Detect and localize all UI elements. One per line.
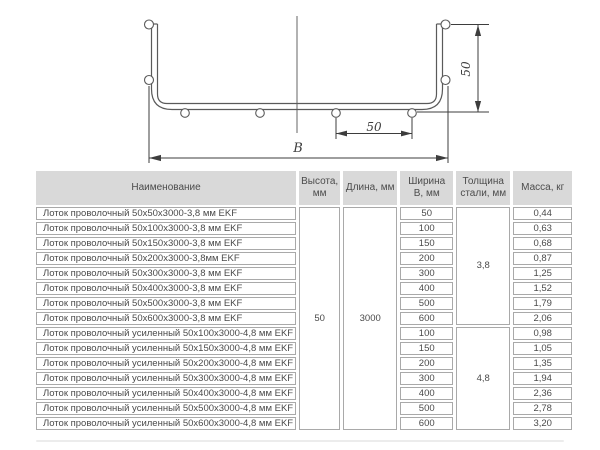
cell-height: 50	[299, 207, 340, 430]
cell-product-name: Лоток проволочный 50x50x3000-3,8 мм EKF	[36, 207, 296, 220]
cell-product-name: Лоток проволочный усиленный 50x100x3000-4,8 мм EKF	[36, 327, 296, 340]
cell-mass: 1,35	[513, 357, 572, 370]
cell-width: 300	[400, 267, 453, 280]
wire-circle	[441, 20, 450, 29]
cell-mass: 0,98	[513, 327, 572, 340]
cell-width: 600	[400, 417, 453, 430]
cell-mass: 2,36	[513, 387, 572, 400]
wire-circle	[145, 76, 154, 85]
cell-length: 3000	[343, 207, 397, 430]
cell-mass: 0,68	[513, 237, 572, 250]
header-length: Длина, мм	[343, 171, 397, 205]
cell-thickness: 4,8	[456, 327, 510, 430]
dim-wire-spacing-label: 50	[366, 120, 382, 134]
cell-width: 150	[400, 237, 453, 250]
wire-circle	[181, 109, 190, 118]
cell-width: 150	[400, 342, 453, 355]
cell-width: 500	[400, 297, 453, 310]
cell-width: 500	[400, 402, 453, 415]
dimension-overall-width	[149, 86, 448, 163]
cell-mass: 0,63	[513, 222, 572, 235]
technical-drawing	[0, 0, 600, 170]
cell-product-name: Лоток проволочный усиленный 50x500x3000-4,8 мм EKF	[36, 402, 296, 415]
spec-table	[33, 169, 575, 432]
wire-circle	[332, 109, 341, 118]
cell-product-name: Лоток проволочный 50x200x3000-3,8мм EKF	[36, 252, 296, 265]
header-mass: Масса, кг	[513, 171, 572, 205]
header-width: Ширина В, мм	[400, 171, 453, 205]
cell-product-name: Лоток проволочный усиленный 50x400x3000-4,8 мм EKF	[36, 387, 296, 400]
cell-mass: 0,44	[513, 207, 572, 220]
cell-width: 300	[400, 372, 453, 385]
wire-circle	[408, 109, 417, 118]
cell-product-name: Лоток проволочный 50x100x3000-3,8 мм EKF	[36, 222, 296, 235]
cell-width: 100	[400, 327, 453, 340]
cell-mass: 1,25	[513, 267, 572, 280]
cell-product-name: Лоток проволочный усиленный 50x200x3000-4,8 мм EKF	[36, 357, 296, 370]
cell-product-name: Лоток проволочный 50x500x3000-3,8 мм EKF	[36, 297, 296, 310]
header-name: Наименование	[36, 171, 296, 205]
cell-width: 400	[400, 387, 453, 400]
spec-table-body	[36, 207, 572, 430]
cell-product-name: Лоток проволочный 50x400x3000-3,8 мм EKF	[36, 282, 296, 295]
cell-width: 200	[400, 357, 453, 370]
spec-table-container	[33, 169, 575, 432]
header-thickness: Толщина стали, мм	[456, 171, 510, 205]
cell-product-name: Лоток проволочный 50x600x3000-3,8 мм EKF	[36, 312, 296, 325]
cell-thickness: 3,8	[456, 207, 510, 325]
cell-mass: 3,20	[513, 417, 572, 430]
cell-product-name: Лоток проволочный усиленный 50x300x3000-4,8 мм EKF	[36, 372, 296, 385]
dim-overall-width-label: B	[293, 141, 303, 156]
cell-mass: 1,94	[513, 372, 572, 385]
cell-mass: 2,06	[513, 312, 572, 325]
table-bottom-shadow	[36, 440, 564, 442]
cell-product-name: Лоток проволочный 50x150x3000-3,8 мм EKF	[36, 237, 296, 250]
cell-product-name: Лоток проволочный 50x300x3000-3,8 мм EKF	[36, 267, 296, 280]
cell-width: 50	[400, 207, 453, 220]
wire-circle	[441, 76, 450, 85]
wire-circle	[256, 109, 265, 118]
cell-mass: 1,79	[513, 297, 572, 310]
cell-mass: 2,78	[513, 402, 572, 415]
cell-width: 100	[400, 222, 453, 235]
table-header-row	[36, 171, 572, 205]
table-row	[36, 207, 572, 220]
cell-product-name: Лоток проволочный усиленный 50x150x3000-4,8 мм EKF	[36, 342, 296, 355]
dim-side-height-label: 50	[459, 61, 473, 77]
cell-product-name: Лоток проволочный усиленный 50x600x3000-4,8 мм EKF	[36, 417, 296, 430]
header-height: Высота, мм	[299, 171, 340, 205]
cell-mass: 1,52	[513, 282, 572, 295]
cell-width: 200	[400, 252, 453, 265]
cell-width: 600	[400, 312, 453, 325]
cell-mass: 0,87	[513, 252, 572, 265]
dimension-wire-spacing	[336, 118, 412, 139]
cell-mass: 1,05	[513, 342, 572, 355]
cell-width: 400	[400, 282, 453, 295]
wire-circle	[145, 20, 154, 29]
dimension-side-height	[417, 25, 489, 113]
